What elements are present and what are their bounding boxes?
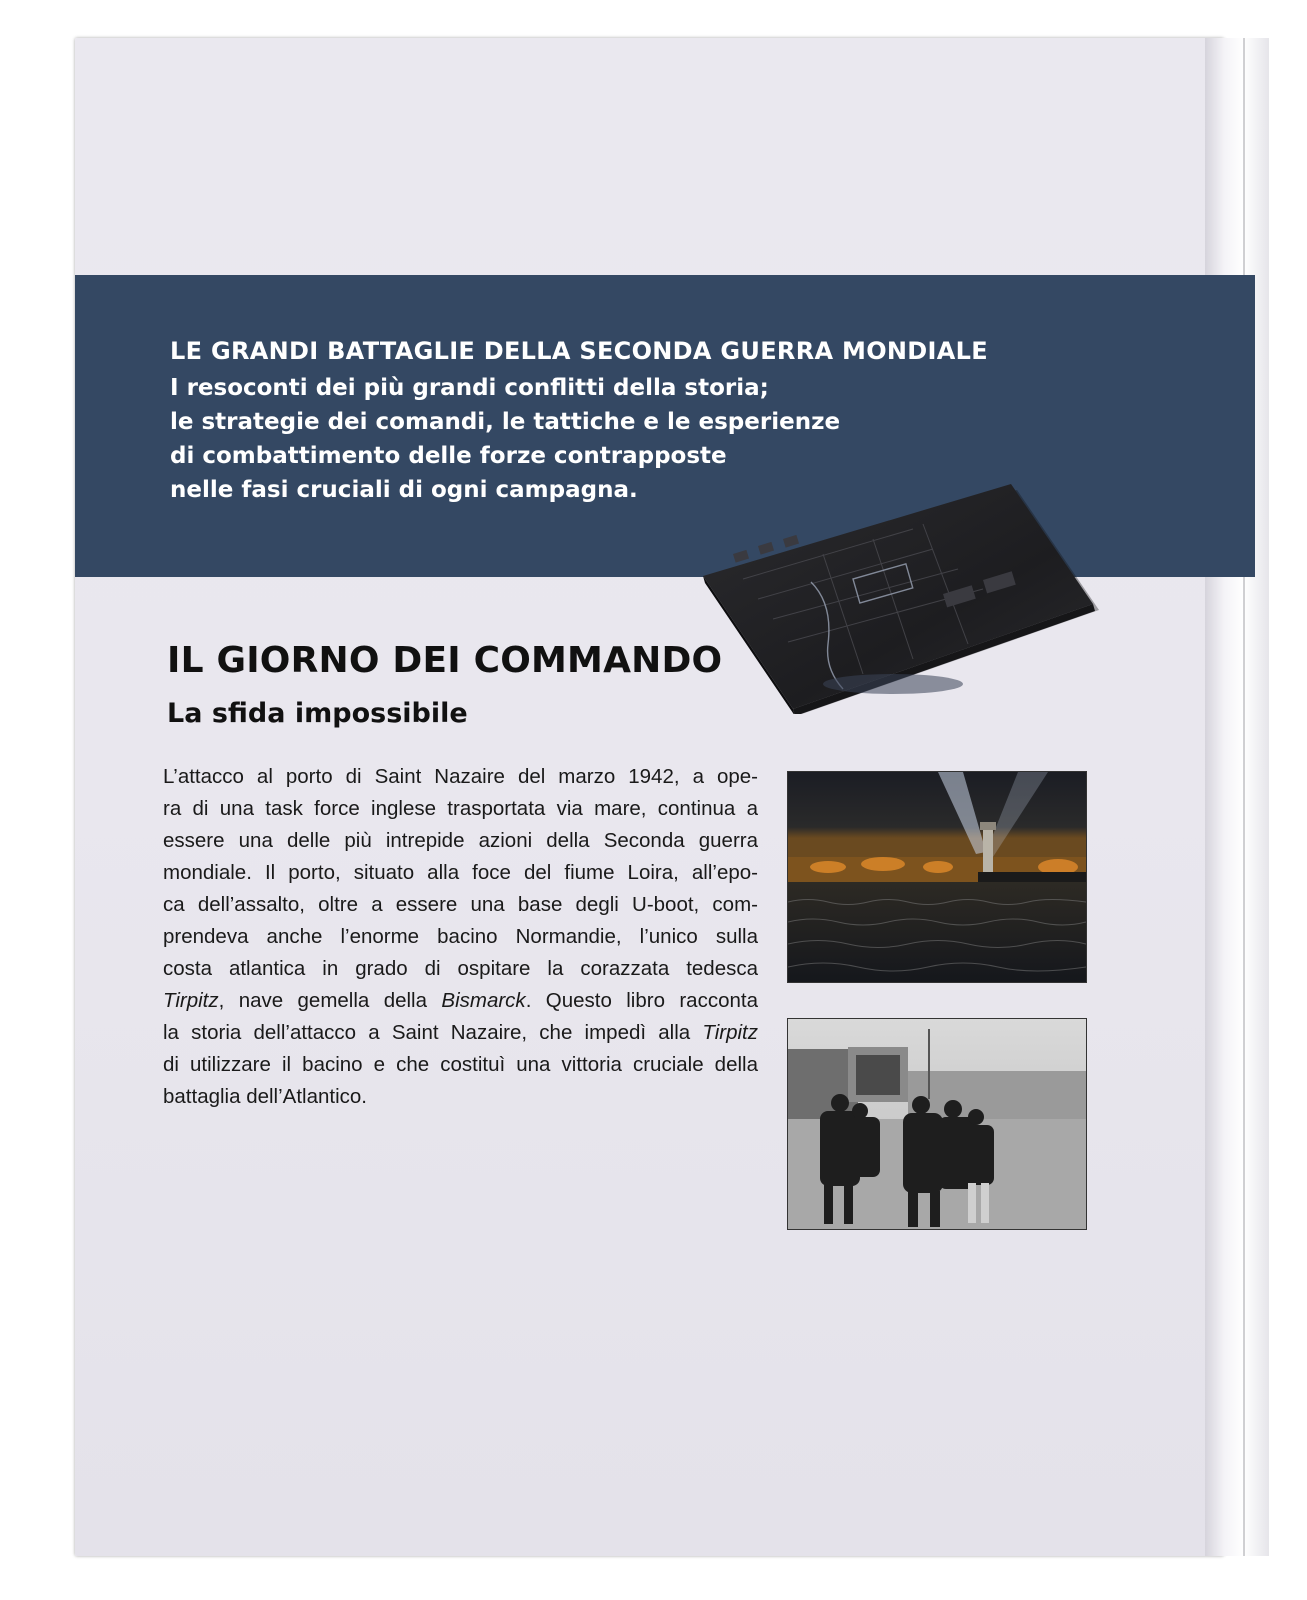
- series-title: LE GRANDI BATTAGLIE DELLA SECONDA GUERRA MONDIALE: [170, 337, 988, 365]
- harbor-attack-image: [787, 771, 1087, 983]
- blurb-line: la storia dell’attacco a Saint Nazaire, che impedì alla Tirpitz: [163, 1021, 758, 1044]
- soldiers-photo-image: [787, 1018, 1087, 1230]
- series-description-line: nelle fasi cruciali di ogni campagna.: [170, 477, 638, 503]
- blurb-line: mondiale. Il porto, situato alla foce del fiume Loira, all’epo-: [163, 861, 758, 884]
- book-title: IL GIORNO DEI COMMANDO: [167, 640, 723, 681]
- blurb-line: L’attacco al porto di Saint Nazaire del marzo 1942, a ope-: [163, 765, 758, 788]
- blurb-line: battaglia dell’Atlantico.: [163, 1085, 367, 1108]
- diorama-image: [703, 484, 1123, 714]
- blurb-line: di utilizzare il bacino e che costituì una vittoria cruciale della: [163, 1053, 758, 1076]
- blurb-line: ca dell’assalto, oltre a essere una base degli U-boot, com-: [163, 893, 758, 916]
- blurb-line: prendeva anche l’enorme bacino Normandie, l’unico sulla: [163, 925, 758, 948]
- series-description-line: le strategie dei comandi, le tattiche e le esperienze: [170, 409, 841, 435]
- series-description-line: I resoconti dei più grandi conflitti della storia;: [170, 375, 769, 401]
- book-subtitle: La sfida impossibile: [167, 698, 468, 729]
- blurb-line: essere una delle più intrepide azioni della Seconda guerra: [163, 829, 758, 852]
- book-back-cover: [75, 38, 1225, 1556]
- blurb-line: Tirpitz, nave gemella della Bismarck. Questo libro racconta: [163, 989, 758, 1012]
- spine-hinge: [1243, 38, 1245, 1556]
- series-description-line: di combattimento delle forze contrapposte: [170, 443, 727, 469]
- blurb-line: ra di una task force inglese trasportata via mare, continua a: [163, 797, 758, 820]
- book-spine: [1205, 38, 1269, 1556]
- blurb-text: [163, 761, 758, 1113]
- blurb-line: costa atlantica in grado di ospitare la corazzata tedesca: [163, 957, 758, 980]
